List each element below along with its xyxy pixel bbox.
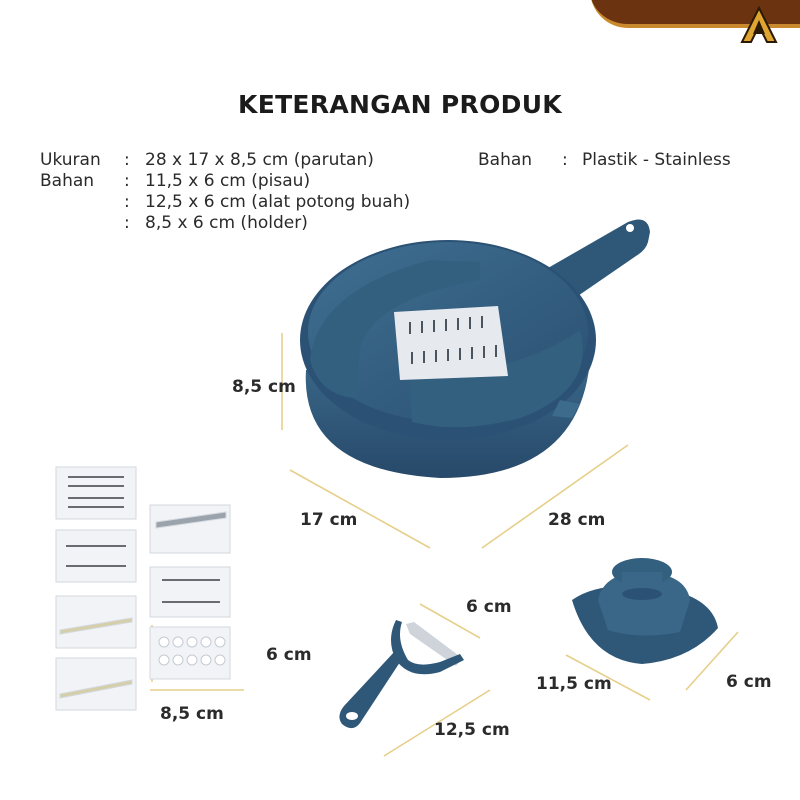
dimension-label-height: 8,5 cm	[232, 377, 296, 397]
page-title: KETERANGAN PRODUK	[238, 90, 562, 119]
spec-size-label: Ukuran	[40, 150, 101, 170]
dimension-line-width	[290, 470, 430, 548]
holder-illustration	[572, 558, 718, 664]
dimension-label-width: 17 cm	[300, 510, 358, 530]
spec-size-value: 8,5 x 6 cm (holder)	[145, 213, 308, 233]
spec-separator: :	[124, 150, 130, 170]
dimension-label-blades-width: 8,5 cm	[160, 704, 224, 724]
blade-inserts-illustration	[56, 467, 230, 710]
dimension-label-blades-height: 6 cm	[266, 645, 312, 665]
spec-separator: :	[124, 171, 130, 191]
dimension-label-peeler-width: 6 cm	[466, 597, 512, 617]
spec-separator: :	[562, 150, 568, 170]
grater-bowl-illustration	[300, 220, 650, 478]
dimension-label-holder-height: 6 cm	[726, 672, 772, 692]
spec-size-value: 12,5 x 6 cm (alat potong buah)	[145, 192, 411, 212]
spec-size-value: 11,5 x 6 cm (pisau)	[145, 171, 311, 191]
spec-separator: :	[124, 192, 130, 212]
spec-material-value: Plastik - Stainless	[582, 150, 731, 170]
dimension-label-holder-width: 11,5 cm	[536, 674, 612, 694]
dimension-label-peeler-length: 12,5 cm	[434, 720, 510, 740]
spec-material-right-label: Bahan	[478, 150, 533, 170]
spec-size-value: 28 x 17 x 8,5 cm (parutan)	[145, 150, 374, 170]
spec-separator: :	[124, 213, 130, 233]
spec-material-label: Bahan	[40, 171, 95, 191]
peeler-illustration	[339, 620, 464, 728]
dimension-label-length: 28 cm	[548, 510, 606, 530]
